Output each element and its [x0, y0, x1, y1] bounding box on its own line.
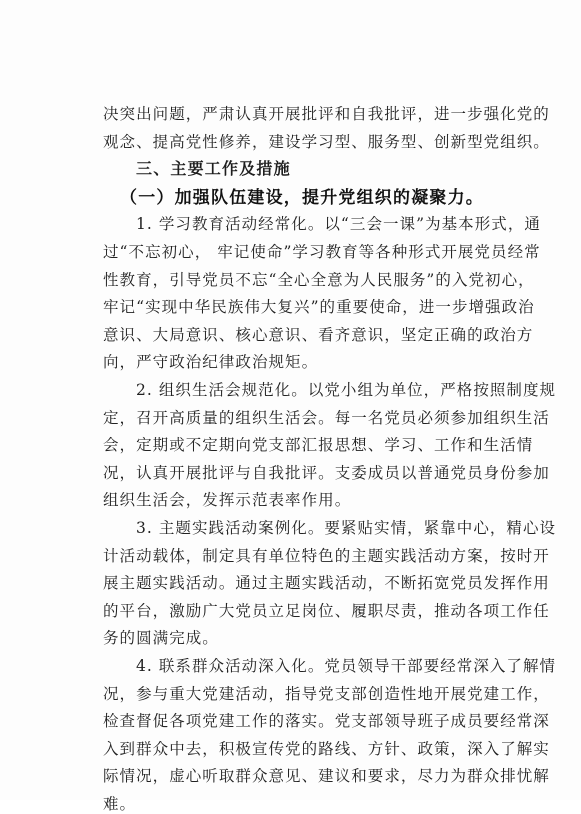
paragraph-line: 况，参与重大党建活动，指导党支部创造性地开展党建工作， [103, 684, 550, 703]
intro-line: 观念、提高党性修养，建设学习型、服务型、创新型党组织。 [103, 132, 550, 151]
paragraph-line: 务的圆满完成。 [103, 629, 219, 648]
paragraph-line: 3. 主题实践活动案例化。要紧贴实情，紧靠中心，精心设 [136, 519, 557, 537]
paragraph-line: 会，定期或不定期向党支部汇报思想、学习、工作和生活情 [103, 436, 534, 455]
paragraph-line: 性教育，引导党员不忘“全心全意为人民服务”的入党初心， [103, 270, 535, 289]
paragraph-line: 入到群众中去，积极宣传党的路线、方针、政策，深入了解实 [103, 739, 550, 758]
paragraph-line: 1. 学习教育活动经常化。以“三会一课”为基本形式，通 [136, 215, 541, 234]
paragraph-line: 的平台，激励广大党员立足岗位、履职尽责，推动各项工作任 [103, 601, 550, 620]
paragraph-line: 际情况，虚心听取群众意见、建议和要求，尽力为群众排忧解 [103, 767, 550, 786]
paragraph-line: 检查督促各项党建工作的落实。党支部领导班子成员要经常深 [103, 712, 550, 731]
paragraph-line: 组织生活会，发挥示范表率作用。 [103, 491, 352, 510]
section-heading: 三、主要工作及措施 [136, 159, 291, 179]
paragraph-line: 2. 组织生活会规范化。以党小组为单位，严格按照制度规 [136, 381, 557, 399]
paragraph-line: 计活动载体，制定具有单位特色的主题实践活动方案，按时开 [103, 546, 550, 565]
paragraph-line: 定，召开高质量的组织生活会。每一名党员必须参加组织生活 [103, 408, 550, 427]
paragraph-line: 意识、大局意识、核心意识、看齐意识，坚定正确的政治方 [103, 325, 534, 344]
paragraph-line: 展主题实践活动。通过主题实践活动，不断拓宽党员发挥作用 [103, 574, 550, 593]
paragraph-line: 向，严守政治纪律政治规矩。 [103, 353, 319, 372]
paragraph-line: 难。 [103, 795, 137, 813]
paragraph-line: 过“不忘初心， 牢记使命”学习教育等各种形式开展党员经常 [103, 243, 541, 261]
paragraph-line: 4. 联系群众活动深入化。党员领导干部要经常深入了解情 [136, 657, 557, 675]
subsection-heading: （一）加强队伍建设，提升党组织的凝聚力。 [120, 187, 484, 208]
paragraph-line: 牢记“实现中华民族伟大复兴”的重要使命，进一步增强政治 [103, 298, 535, 317]
paragraph-line: 况，认真开展批评与自我批评。支委成员以普通党员身份参加 [103, 463, 550, 482]
intro-line: 决突出问题，严肃认真开展批评和自我批评，进一步强化党的 [103, 105, 550, 123]
